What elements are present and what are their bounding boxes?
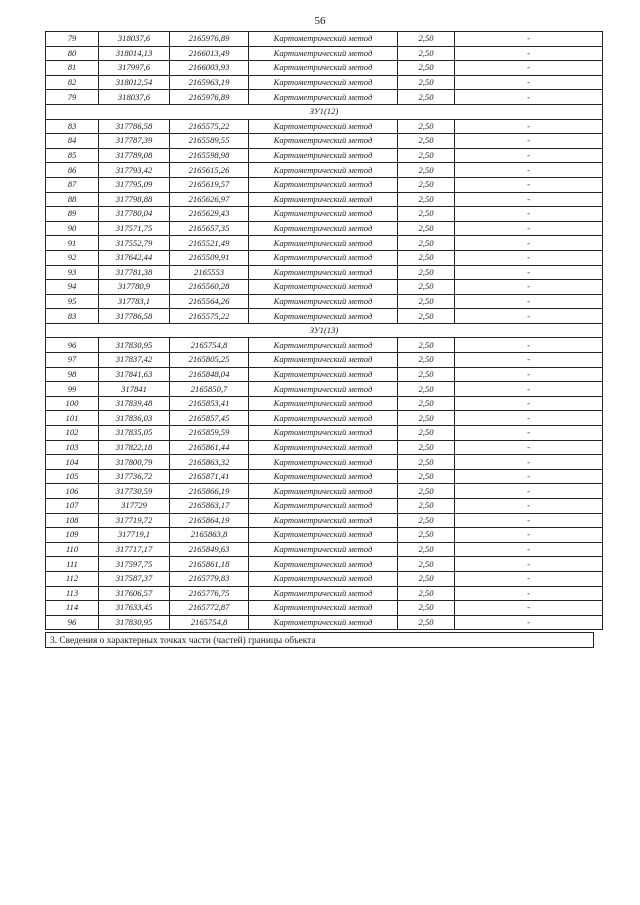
section-title: ЗУ1(13) — [46, 323, 603, 338]
description-cell: - — [455, 265, 603, 280]
accuracy-cell: 2,50 — [398, 542, 455, 557]
point-number-cell: 80 — [46, 46, 99, 61]
description-cell: - — [455, 250, 603, 265]
y-coordinate-cell: 2165560,28 — [170, 280, 249, 295]
point-number-cell: 113 — [46, 586, 99, 601]
method-cell: Картометрический метод — [249, 338, 398, 353]
method-cell: Картометрический метод — [249, 192, 398, 207]
point-number-cell: 102 — [46, 426, 99, 441]
y-coordinate-cell: 2165575,22 — [170, 119, 249, 134]
accuracy-cell: 2,50 — [398, 265, 455, 280]
accuracy-cell: 2,50 — [398, 528, 455, 543]
x-coordinate-cell: 317571,75 — [99, 221, 170, 236]
table-row — [46, 192, 603, 207]
description-cell: - — [455, 236, 603, 251]
method-cell: Картометрический метод — [249, 455, 398, 470]
y-coordinate-cell: 2165863,8 — [170, 528, 249, 543]
x-coordinate-cell: 317730,59 — [99, 484, 170, 499]
method-cell: Картометрический метод — [249, 46, 398, 61]
x-coordinate-cell: 318037,6 — [99, 90, 170, 105]
description-cell: - — [455, 61, 603, 76]
table-row — [46, 382, 603, 397]
table-row — [46, 411, 603, 426]
y-coordinate-cell: 2165779,83 — [170, 571, 249, 586]
description-cell: - — [455, 32, 603, 47]
method-cell: Картометрический метод — [249, 163, 398, 178]
y-coordinate-cell: 2165754,8 — [170, 338, 249, 353]
description-cell: - — [455, 426, 603, 441]
method-cell: Картометрический метод — [249, 382, 398, 397]
point-number-cell: 94 — [46, 280, 99, 295]
method-cell: Картометрический метод — [249, 250, 398, 265]
description-cell: - — [455, 148, 603, 163]
y-coordinate-cell: 2165615,26 — [170, 163, 249, 178]
table-row — [46, 528, 603, 543]
point-number-cell: 110 — [46, 542, 99, 557]
method-cell: Картометрический метод — [249, 134, 398, 149]
y-coordinate-cell: 2165629,43 — [170, 207, 249, 222]
y-coordinate-cell: 2165598,98 — [170, 148, 249, 163]
y-coordinate-cell: 2165657,35 — [170, 221, 249, 236]
x-coordinate-cell: 317836,03 — [99, 411, 170, 426]
table-row — [46, 426, 603, 441]
y-coordinate-cell: 2165963,19 — [170, 75, 249, 90]
table-row — [46, 513, 603, 528]
point-number-cell: 79 — [46, 32, 99, 47]
x-coordinate-cell: 317786,58 — [99, 309, 170, 324]
method-cell: Картометрический метод — [249, 411, 398, 426]
table-row — [46, 90, 603, 105]
description-cell: - — [455, 440, 603, 455]
accuracy-cell: 2,50 — [398, 90, 455, 105]
accuracy-cell: 2,50 — [398, 119, 455, 134]
point-number-cell: 108 — [46, 513, 99, 528]
table-row — [46, 571, 603, 586]
method-cell: Картометрический метод — [249, 601, 398, 616]
y-coordinate-cell: 2165976,89 — [170, 32, 249, 47]
point-number-cell: 86 — [46, 163, 99, 178]
accuracy-cell: 2,50 — [398, 177, 455, 192]
accuracy-cell: 2,50 — [398, 250, 455, 265]
y-coordinate-cell: 2165863,32 — [170, 455, 249, 470]
description-cell: - — [455, 586, 603, 601]
point-number-cell: 83 — [46, 119, 99, 134]
point-number-cell: 101 — [46, 411, 99, 426]
x-coordinate-cell: 317642,44 — [99, 250, 170, 265]
x-coordinate-cell: 317587,37 — [99, 571, 170, 586]
accuracy-cell: 2,50 — [398, 455, 455, 470]
point-number-cell: 109 — [46, 528, 99, 543]
method-cell: Картометрический метод — [249, 571, 398, 586]
x-coordinate-cell: 318037,6 — [99, 32, 170, 47]
method-cell: Картометрический метод — [249, 32, 398, 47]
x-coordinate-cell: 317841 — [99, 382, 170, 397]
accuracy-cell: 2,50 — [398, 192, 455, 207]
section-3-heading: 3. Сведения о характерных точках части (частей) границы объекта — [45, 632, 594, 648]
point-number-cell: 104 — [46, 455, 99, 470]
x-coordinate-cell: 317837,42 — [99, 353, 170, 368]
x-coordinate-cell: 317795,09 — [99, 177, 170, 192]
description-cell: - — [455, 499, 603, 514]
table-row — [46, 46, 603, 61]
accuracy-cell: 2,50 — [398, 236, 455, 251]
section-header-row — [46, 323, 603, 338]
y-coordinate-cell: 2165772,87 — [170, 601, 249, 616]
point-number-cell: 100 — [46, 396, 99, 411]
x-coordinate-cell: 317729 — [99, 499, 170, 514]
x-coordinate-cell: 317719,72 — [99, 513, 170, 528]
table-row — [46, 163, 603, 178]
y-coordinate-cell: 2165861,18 — [170, 557, 249, 572]
description-cell: - — [455, 513, 603, 528]
accuracy-cell: 2,50 — [398, 411, 455, 426]
table-row — [46, 32, 603, 47]
y-coordinate-cell: 2165853,41 — [170, 396, 249, 411]
point-number-cell: 111 — [46, 557, 99, 572]
method-cell: Картометрический метод — [249, 119, 398, 134]
accuracy-cell: 2,50 — [398, 148, 455, 163]
table-row — [46, 61, 603, 76]
y-coordinate-cell: 2165509,91 — [170, 250, 249, 265]
page-number: 56 — [314, 15, 326, 27]
point-number-cell: 83 — [46, 309, 99, 324]
description-cell: - — [455, 615, 603, 630]
x-coordinate-cell: 317781,38 — [99, 265, 170, 280]
description-cell: - — [455, 455, 603, 470]
method-cell: Картометрический метод — [249, 280, 398, 295]
table-row — [46, 207, 603, 222]
description-cell: - — [455, 469, 603, 484]
point-number-cell: 85 — [46, 148, 99, 163]
description-cell: - — [455, 309, 603, 324]
description-cell: - — [455, 396, 603, 411]
point-number-cell: 87 — [46, 177, 99, 192]
x-coordinate-cell: 317552,79 — [99, 236, 170, 251]
y-coordinate-cell: 2165626,97 — [170, 192, 249, 207]
table-row — [46, 119, 603, 134]
accuracy-cell: 2,50 — [398, 353, 455, 368]
method-cell: Картометрический метод — [249, 61, 398, 76]
x-coordinate-cell: 317793,42 — [99, 163, 170, 178]
accuracy-cell: 2,50 — [398, 382, 455, 397]
method-cell: Картометрический метод — [249, 221, 398, 236]
accuracy-cell: 2,50 — [398, 134, 455, 149]
table-row — [46, 250, 603, 265]
y-coordinate-cell: 2165863,17 — [170, 499, 249, 514]
point-number-cell: 105 — [46, 469, 99, 484]
description-cell: - — [455, 280, 603, 295]
x-coordinate-cell: 317717,17 — [99, 542, 170, 557]
table-row — [46, 294, 603, 309]
y-coordinate-cell: 2165850,7 — [170, 382, 249, 397]
description-cell: - — [455, 601, 603, 616]
point-number-cell: 114 — [46, 601, 99, 616]
y-coordinate-cell: 2165575,22 — [170, 309, 249, 324]
accuracy-cell: 2,50 — [398, 499, 455, 514]
y-coordinate-cell: 2165859,59 — [170, 426, 249, 441]
x-coordinate-cell: 317841,63 — [99, 367, 170, 382]
section-header-row — [46, 104, 603, 119]
accuracy-cell: 2,50 — [398, 32, 455, 47]
accuracy-cell: 2,50 — [398, 163, 455, 178]
y-coordinate-cell: 2165866,19 — [170, 484, 249, 499]
table-row — [46, 75, 603, 90]
section-title: ЗУ1(12) — [46, 104, 603, 119]
y-coordinate-cell: 2165849,63 — [170, 542, 249, 557]
accuracy-cell: 2,50 — [398, 396, 455, 411]
y-coordinate-cell: 2165805,25 — [170, 353, 249, 368]
point-number-cell: 96 — [46, 615, 99, 630]
x-coordinate-cell: 318014,13 — [99, 46, 170, 61]
table-row — [46, 557, 603, 572]
table-row — [46, 134, 603, 149]
x-coordinate-cell: 317800,79 — [99, 455, 170, 470]
table-row — [46, 469, 603, 484]
description-cell: - — [455, 542, 603, 557]
accuracy-cell: 2,50 — [398, 75, 455, 90]
y-coordinate-cell: 2165857,45 — [170, 411, 249, 426]
x-coordinate-cell: 317997,6 — [99, 61, 170, 76]
description-cell: - — [455, 134, 603, 149]
table-row — [46, 367, 603, 382]
description-cell: - — [455, 221, 603, 236]
method-cell: Картометрический метод — [249, 207, 398, 222]
description-cell: - — [455, 528, 603, 543]
x-coordinate-cell: 317789,08 — [99, 148, 170, 163]
y-coordinate-cell: 2165564,26 — [170, 294, 249, 309]
y-coordinate-cell: 2166003,93 — [170, 61, 249, 76]
y-coordinate-cell: 2165848,04 — [170, 367, 249, 382]
table-row — [46, 601, 603, 616]
x-coordinate-cell: 317606,57 — [99, 586, 170, 601]
point-number-cell: 93 — [46, 265, 99, 280]
point-number-cell: 89 — [46, 207, 99, 222]
accuracy-cell: 2,50 — [398, 469, 455, 484]
point-number-cell: 103 — [46, 440, 99, 455]
accuracy-cell: 2,50 — [398, 280, 455, 295]
description-cell: - — [455, 192, 603, 207]
y-coordinate-cell: 2165521,49 — [170, 236, 249, 251]
method-cell: Картометрический метод — [249, 557, 398, 572]
accuracy-cell: 2,50 — [398, 309, 455, 324]
table-row — [46, 221, 603, 236]
table-row — [46, 396, 603, 411]
x-coordinate-cell: 317830,95 — [99, 338, 170, 353]
method-cell: Картометрический метод — [249, 586, 398, 601]
y-coordinate-cell: 2165864,19 — [170, 513, 249, 528]
x-coordinate-cell: 317830,95 — [99, 615, 170, 630]
coordinates-table — [45, 31, 603, 630]
description-cell: - — [455, 177, 603, 192]
method-cell: Картометрический метод — [249, 236, 398, 251]
method-cell: Картометрический метод — [249, 484, 398, 499]
table-row — [46, 499, 603, 514]
table-row — [46, 265, 603, 280]
table-row — [46, 440, 603, 455]
method-cell: Картометрический метод — [249, 542, 398, 557]
x-coordinate-cell: 317798,88 — [99, 192, 170, 207]
method-cell: Картометрический метод — [249, 367, 398, 382]
y-coordinate-cell: 2165871,41 — [170, 469, 249, 484]
accuracy-cell: 2,50 — [398, 294, 455, 309]
accuracy-cell: 2,50 — [398, 513, 455, 528]
method-cell: Картометрический метод — [249, 353, 398, 368]
method-cell: Картометрический метод — [249, 90, 398, 105]
accuracy-cell: 2,50 — [398, 207, 455, 222]
x-coordinate-cell: 317835,05 — [99, 426, 170, 441]
method-cell: Картометрический метод — [249, 426, 398, 441]
table-row — [46, 542, 603, 557]
accuracy-cell: 2,50 — [398, 338, 455, 353]
method-cell: Картометрический метод — [249, 615, 398, 630]
x-coordinate-cell: 317780,04 — [99, 207, 170, 222]
method-cell: Картометрический метод — [249, 75, 398, 90]
y-coordinate-cell: 2165553 — [170, 265, 249, 280]
table-row — [46, 353, 603, 368]
point-number-cell: 107 — [46, 499, 99, 514]
table-row — [46, 455, 603, 470]
point-number-cell: 97 — [46, 353, 99, 368]
description-cell: - — [455, 484, 603, 499]
point-number-cell: 112 — [46, 571, 99, 586]
description-cell: - — [455, 294, 603, 309]
coordinates-table-body — [46, 32, 603, 630]
method-cell: Картометрический метод — [249, 309, 398, 324]
table-row — [46, 586, 603, 601]
x-coordinate-cell: 317787,39 — [99, 134, 170, 149]
point-number-cell: 91 — [46, 236, 99, 251]
description-cell: - — [455, 411, 603, 426]
description-cell: - — [455, 557, 603, 572]
method-cell: Картометрический метод — [249, 177, 398, 192]
description-cell: - — [455, 119, 603, 134]
x-coordinate-cell: 317597,75 — [99, 557, 170, 572]
y-coordinate-cell: 2165754,8 — [170, 615, 249, 630]
y-coordinate-cell: 2165976,89 — [170, 90, 249, 105]
point-number-cell: 79 — [46, 90, 99, 105]
x-coordinate-cell: 317633,45 — [99, 601, 170, 616]
method-cell: Картометрический метод — [249, 469, 398, 484]
method-cell: Картометрический метод — [249, 265, 398, 280]
accuracy-cell: 2,50 — [398, 221, 455, 236]
method-cell: Картометрический метод — [249, 440, 398, 455]
description-cell: - — [455, 207, 603, 222]
accuracy-cell: 2,50 — [398, 615, 455, 630]
point-number-cell: 106 — [46, 484, 99, 499]
point-number-cell: 92 — [46, 250, 99, 265]
accuracy-cell: 2,50 — [398, 61, 455, 76]
table-row — [46, 615, 603, 630]
point-number-cell: 82 — [46, 75, 99, 90]
x-coordinate-cell: 317780,9 — [99, 280, 170, 295]
method-cell: Картометрический метод — [249, 294, 398, 309]
accuracy-cell: 2,50 — [398, 367, 455, 382]
table-row — [46, 177, 603, 192]
x-coordinate-cell: 317719,1 — [99, 528, 170, 543]
method-cell: Картометрический метод — [249, 499, 398, 514]
description-cell: - — [455, 382, 603, 397]
table-row — [46, 309, 603, 324]
method-cell: Картометрический метод — [249, 513, 398, 528]
x-coordinate-cell: 317783,1 — [99, 294, 170, 309]
accuracy-cell: 2,50 — [398, 601, 455, 616]
description-cell: - — [455, 163, 603, 178]
x-coordinate-cell: 317786,58 — [99, 119, 170, 134]
description-cell: - — [455, 90, 603, 105]
point-number-cell: 81 — [46, 61, 99, 76]
y-coordinate-cell: 2166013,49 — [170, 46, 249, 61]
point-number-cell: 95 — [46, 294, 99, 309]
accuracy-cell: 2,50 — [398, 46, 455, 61]
description-cell: - — [455, 367, 603, 382]
y-coordinate-cell: 2165589,55 — [170, 134, 249, 149]
method-cell: Картометрический метод — [249, 528, 398, 543]
description-cell: - — [455, 338, 603, 353]
table-row — [46, 148, 603, 163]
y-coordinate-cell: 2165619,57 — [170, 177, 249, 192]
x-coordinate-cell: 317822,18 — [99, 440, 170, 455]
point-number-cell: 84 — [46, 134, 99, 149]
y-coordinate-cell: 2165861,44 — [170, 440, 249, 455]
method-cell: Картометрический метод — [249, 396, 398, 411]
x-coordinate-cell: 318012,54 — [99, 75, 170, 90]
accuracy-cell: 2,50 — [398, 484, 455, 499]
accuracy-cell: 2,50 — [398, 440, 455, 455]
table-row — [46, 338, 603, 353]
point-number-cell: 90 — [46, 221, 99, 236]
method-cell: Картометрический метод — [249, 148, 398, 163]
description-cell: - — [455, 571, 603, 586]
description-cell: - — [455, 75, 603, 90]
accuracy-cell: 2,50 — [398, 426, 455, 441]
table-row — [46, 484, 603, 499]
x-coordinate-cell: 317736,72 — [99, 469, 170, 484]
point-number-cell: 98 — [46, 367, 99, 382]
y-coordinate-cell: 2165776,75 — [170, 586, 249, 601]
x-coordinate-cell: 317839,48 — [99, 396, 170, 411]
accuracy-cell: 2,50 — [398, 557, 455, 572]
description-cell: - — [455, 353, 603, 368]
table-row — [46, 280, 603, 295]
accuracy-cell: 2,50 — [398, 571, 455, 586]
table-row — [46, 236, 603, 251]
accuracy-cell: 2,50 — [398, 586, 455, 601]
point-number-cell: 96 — [46, 338, 99, 353]
point-number-cell: 88 — [46, 192, 99, 207]
description-cell: - — [455, 46, 603, 61]
point-number-cell: 99 — [46, 382, 99, 397]
